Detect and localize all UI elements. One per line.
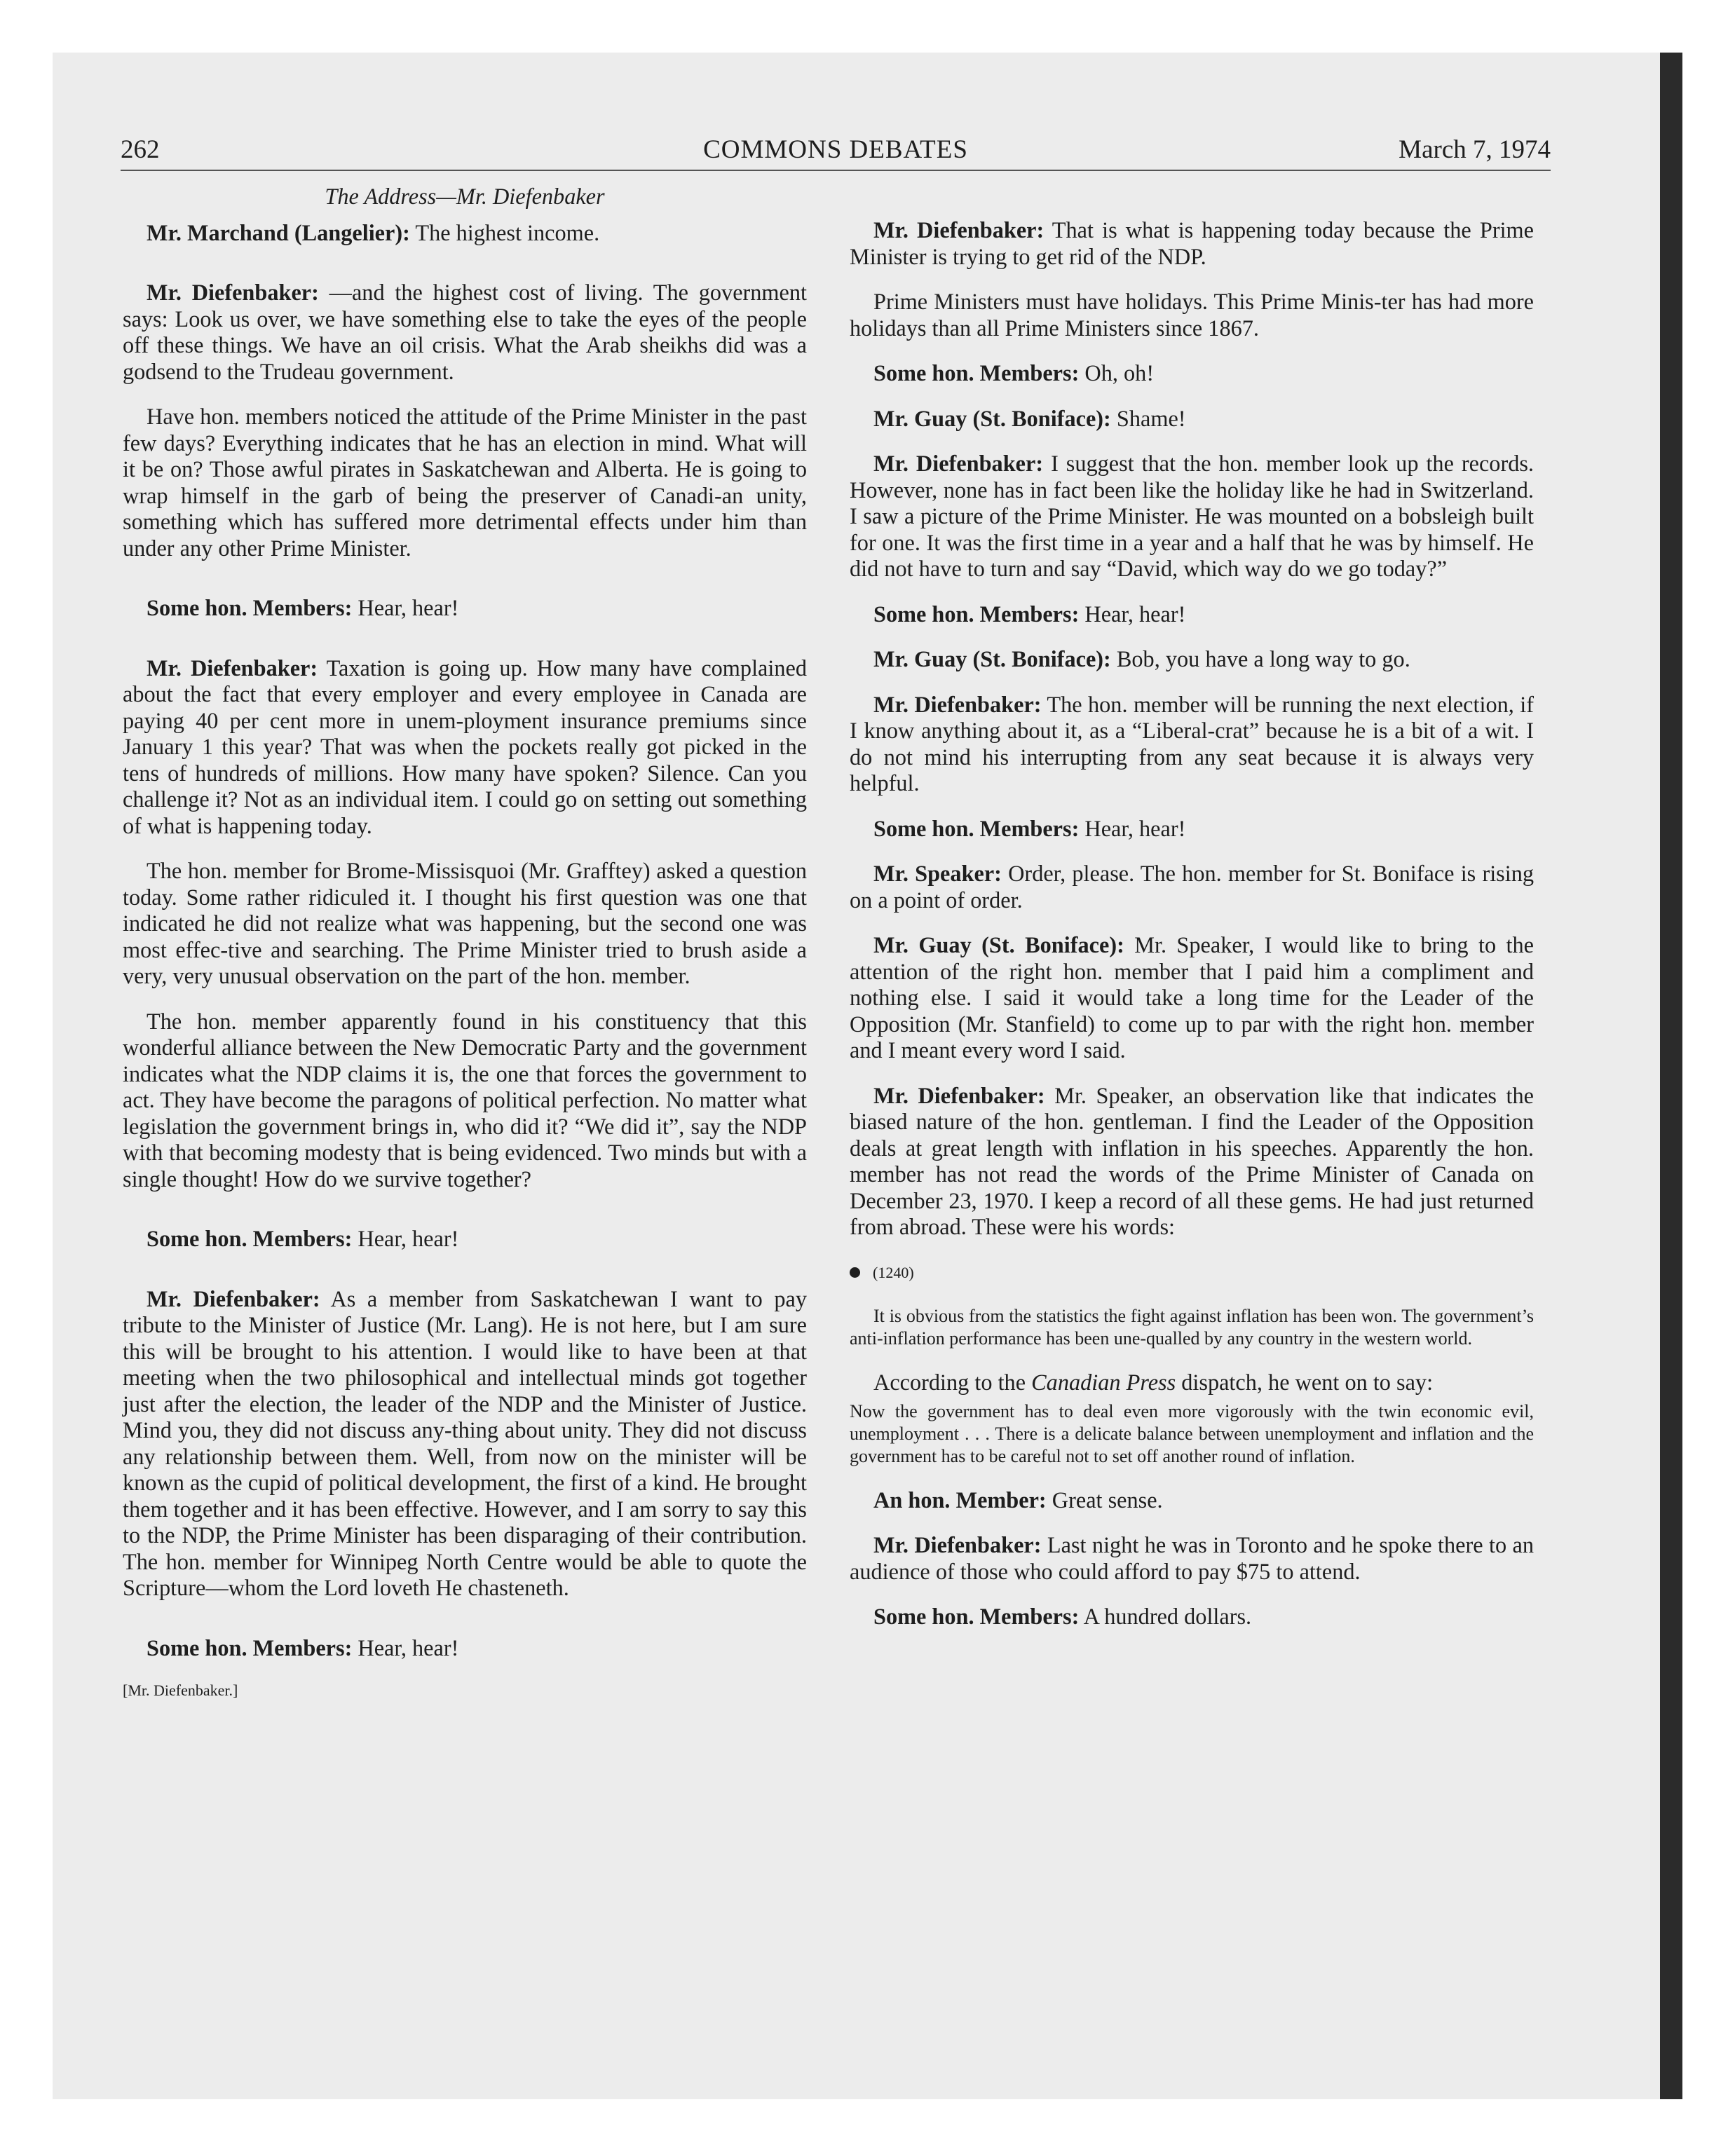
- paragraph: [850, 451, 1534, 582]
- right-column: [850, 217, 1534, 1649]
- publication-title: COMMONS DEBATES: [703, 135, 968, 164]
- speaker-name: Mr. Diefenbaker:: [147, 280, 319, 305]
- paragraph: [123, 404, 807, 561]
- paragraph: [123, 1009, 807, 1193]
- paragraph: [850, 646, 1534, 673]
- paragraph: [123, 655, 807, 840]
- paragraph-text: Have hon. members noticed the attitude of the Prime Minister in the past few days? Everything indicates that he has an election in mind. What will it be on? Those awful pirates in Saskatchewan and Alberta. He is going to wrap himself in the garb of being the preserver of Canadi-an unity, something which has suffered more detrimental effects under him than under any other Prime Minister.: [123, 404, 807, 561]
- speaker-name: Some hon. Members:: [873, 1604, 1080, 1629]
- paragraph-text: A hundred dollars.: [1079, 1604, 1252, 1629]
- speaker-name: Some hon. Members:: [873, 601, 1080, 627]
- paragraph-text: The highest income.: [409, 219, 600, 245]
- paragraph-text: Prime Ministers must have holidays. This Prime Minis-ter has had more holidays than all Prime Ministers since 1867.: [850, 289, 1534, 341]
- paragraph: [123, 220, 807, 247]
- speaker-footnote: [Mr. Diefenbaker.]: [123, 1681, 238, 1699]
- speaker-name: Mr. Marchand (Langelier):: [147, 219, 410, 245]
- paragraph: [123, 1635, 807, 1662]
- speaker-name: Mr. Diefenbaker:: [147, 655, 318, 681]
- paragraph-text: The hon. member apparently found in his constituency that this wonderful alliance between the New Democratic Party and the government indicates what the NDP claims it is, the one that forces the government to act. They have become the paragons of political perfection. No matter what legislation the government brings in, who did it? “We did it”, say the NDP with that becoming modesty that is being evidenced. Two minds but with a single thought! How do we survive together?: [123, 1008, 807, 1192]
- speaker-name: An hon. Member:: [873, 1487, 1047, 1513]
- speaker-name: Some hon. Members:: [147, 1226, 353, 1251]
- speaker-name: Mr. Guay (St. Boniface):: [873, 646, 1111, 671]
- paragraph: [123, 858, 807, 990]
- time-mark-label: (1240): [873, 1263, 914, 1281]
- quotation-second: Now the government has to deal even more vigorously with the twin economic evil, unemployment . . . There is a delicate balance between unemployment and inflation and the government has to be careful not to set off another round of inflation.: [850, 1400, 1534, 1466]
- speaker-name: Mr. Diefenbaker:: [873, 217, 1045, 243]
- speaker-name: Some hon. Members:: [147, 1635, 353, 1660]
- paragraph: [850, 1083, 1534, 1241]
- paragraph-text: Hear, hear!: [352, 595, 459, 620]
- paragraph: [850, 861, 1534, 913]
- speaker-name: Mr. Diefenbaker:: [873, 1532, 1042, 1557]
- speaker-name: Mr. Guay (St. Boniface):: [873, 932, 1124, 957]
- time-mark: [850, 1260, 1534, 1286]
- paragraph: [123, 595, 807, 622]
- paragraph: [850, 601, 1534, 628]
- speaker-name: Mr. Diefenbaker:: [873, 1082, 1045, 1108]
- paragraph: [123, 1226, 807, 1253]
- speaker-name: Some hon. Members:: [873, 815, 1080, 841]
- page-number: 262: [121, 135, 160, 164]
- running-head: The Address—Mr. Diefenbaker: [325, 184, 605, 209]
- page-header: [121, 130, 1551, 171]
- paragraph: [850, 406, 1534, 432]
- dispatch-text-after: dispatch, he went on to say:: [1176, 1370, 1434, 1395]
- paragraph-text: The hon. member will be running the next election, if I know anything about it, as a “Liberal-crat” because he is a bit of a wit. I do not mind his interrupting from any seat because it is always very helpful.: [850, 691, 1534, 796]
- paragraph: [850, 1532, 1534, 1585]
- paragraph: [850, 360, 1534, 387]
- right-paragraphs-top: [850, 217, 1534, 1241]
- left-column: [123, 184, 807, 1704]
- scan-edge-shadow: [1660, 53, 1682, 2099]
- speaker-name: Mr. Diefenbaker:: [873, 451, 1044, 476]
- paragraph: [123, 1286, 807, 1602]
- paragraph-text: Order, please. The hon. member for St. Boniface is rising on a point of order.: [850, 861, 1535, 913]
- speaker-name: Mr. Guay (St. Boniface):: [873, 405, 1111, 431]
- speaker-name: Mr. Diefenbaker:: [147, 1285, 320, 1311]
- paragraph-text: Shame!: [1110, 405, 1186, 431]
- paragraph: [850, 289, 1534, 341]
- paragraph-text: Hear, hear!: [1079, 601, 1186, 627]
- paragraph-text: Hear, hear!: [1079, 815, 1186, 841]
- paragraph: [850, 217, 1534, 270]
- paragraph-text: Bob, you have a long way to go.: [1110, 646, 1410, 671]
- paragraph-text: The hon. member for Brome-Missisquoi (Mr. Grafftey) asked a question today. Some rather ridiculed it. I thought his first question was one that indicated he did not realize what was happening, but the second one was most effec-tive and searching. The Prime Minister tried to brush aside a very, very unusual observation on the part of the hon. member.: [123, 858, 807, 988]
- paragraph: [123, 280, 807, 385]
- paragraph: [850, 816, 1534, 842]
- paragraph-text: I suggest that the hon. member look up the records. However, none has in fact been like the holiday like he had in Switzerland. I saw a picture of the Prime Minister. He was mounted on a bobsleigh built for one. It was the first time in a year and a half that he was by himself. He did not have to turn and say “David, which way do we go today?”: [850, 451, 1535, 581]
- paragraph-text: Great sense.: [1046, 1487, 1163, 1513]
- page-date: March 7, 1974: [1399, 135, 1551, 164]
- paragraph-text: Last night he was in Toronto and he spoke there to an audience of those who could afford to pay $75 to attend.: [850, 1532, 1534, 1584]
- paragraph-text: Taxation is going up. How many have complained about the fact that every employer and every employee in Canada are paying 40 per cent more in unem-ployment insurance premiums since January 1 this year? That was when the pockets really got picked in the tens of hundreds of millions. How many have spoken? Silence. Can you challenge it? Not as an individual item. I could go on setting out something of what is happening today.: [123, 655, 807, 838]
- paragraph: [850, 692, 1534, 797]
- quotation-first: It is obvious from the statistics the fight against inflation has been won. The government’s anti-inflation performance has been une-qualled by any country in the western world.: [850, 1306, 1534, 1349]
- paragraph-text: Oh, oh!: [1079, 360, 1155, 386]
- paragraph: [850, 1604, 1534, 1630]
- paragraph-text: As a member from Saskatchewan I want to pay tribute to the Minister of Justice (Mr. Lang). He is not here, but I am sure this will be brought to his attention. I would like to have been at that meeting when the two philosophical and intellectual minds got together just after the election, the leader of the NDP and the Minister of Justice. Mind you, they did not discuss any-thing about unity. They did not discuss any relationship between them. Well, from now on the minister will be known as the cupid of political development, the first of a kind. He brought them together and it has been effective. However, and I am sorry to say this to the NDP, the Prime Minister has been disparaging of their contribution. The hon. member for Winnipeg North Centre would be able to quote the Scripture—whom the Lord loveth He chasteneth.: [123, 1285, 807, 1600]
- speaker-name: Some hon. Members:: [873, 360, 1080, 386]
- paragraph: [850, 1487, 1534, 1514]
- right-paragraphs-bottom: [850, 1487, 1534, 1630]
- paragraph-text: Hear, hear!: [352, 1226, 459, 1251]
- paragraph: [850, 932, 1534, 1064]
- paragraph-text: Hear, hear!: [352, 1635, 459, 1660]
- paragraph-text: That is what is happening today because the Prime Minister is trying to get rid of the NDP.: [850, 217, 1534, 269]
- dispatch-paragraph: [850, 1370, 1534, 1396]
- bullet-icon: [850, 1267, 860, 1278]
- speaker-name: Mr. Diefenbaker:: [873, 691, 1042, 717]
- paragraph-text: —and the highest cost of living. The government says: Look us over, we have something else to take the eyes of the people off these things. We have an oil crisis. What the Arab sheikhs did was a godsend to the Trudeau government.: [123, 280, 808, 384]
- speaker-name: Some hon. Members:: [147, 595, 353, 620]
- dispatch-text-before: According to the: [873, 1370, 1032, 1395]
- dispatch-source: Canadian Press: [1031, 1370, 1176, 1395]
- paragraph-text: Mr. Speaker, I would like to bring to the attention of the right hon. member that I paid him a compliment and nothing else. I said it would take a long time for the Leader of the Opposition (Mr. Stanfield) to come up to par with the right hon. member and I meant every word I said.: [850, 932, 1534, 1063]
- left-paragraphs: [123, 220, 807, 1662]
- speaker-name: Mr. Speaker:: [873, 861, 1002, 886]
- paragraph-text: Mr. Speaker, an observation like that indicates the biased nature of the hon. gentleman. I find the Leader of the Opposition deals at great length with inflation in his speeches. Apparently the hon. member has not read the words of the Prime Minister of Canada on December 23, 1970. I keep a record of all these gems. He had just returned from abroad. These were his words:: [850, 1082, 1534, 1239]
